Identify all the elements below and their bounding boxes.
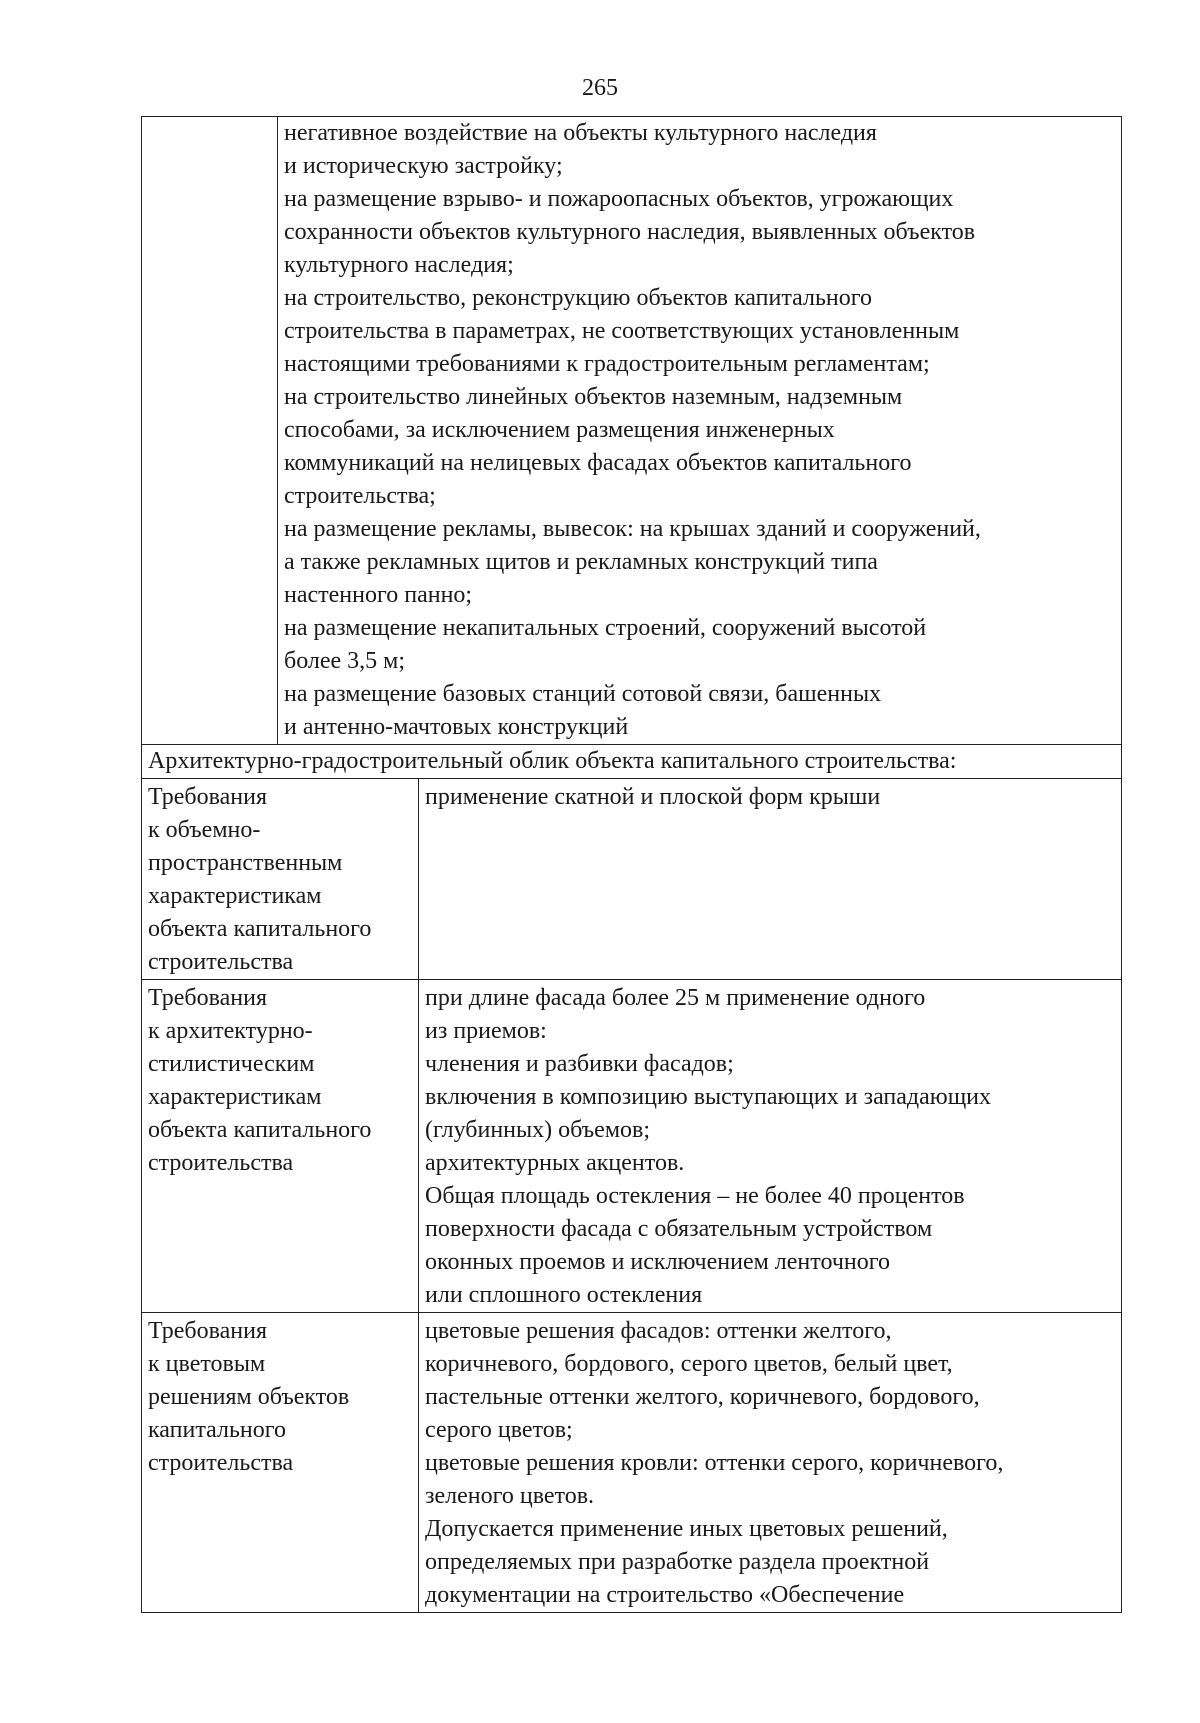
text-line: и историческую застройку;: [284, 153, 563, 179]
text-line: пространственным: [148, 850, 343, 876]
text-line: строительства: [148, 949, 294, 975]
text-line: объекта капитального: [148, 916, 372, 942]
text-line: Требования: [148, 1318, 268, 1344]
text-line: и антенно-мачтовых конструкций: [284, 714, 629, 740]
table-row: [142, 779, 1122, 980]
text-line: на размещение базовых станций сотовой связи, башенных: [284, 681, 882, 707]
section-header: Архитектурно-градостроительный облик объекта капитального строительства:: [142, 745, 1122, 779]
text-line: Общая площадь остекления – не более 40 процентов: [425, 1183, 965, 1209]
text-line: оконных проемов и исключением ленточного: [425, 1249, 890, 1275]
text-line: более 3,5 м;: [284, 648, 406, 674]
regulations-table: [141, 116, 1122, 1613]
text-line: строительства;: [284, 483, 436, 509]
text-line: настоящими требованиями к градостроительным регламентам;: [284, 351, 930, 377]
text-line: цветовые решения кровли: оттенки серого, коричневого,: [425, 1450, 1004, 1476]
text-line: включения в композицию выступающих и западающих: [425, 1084, 992, 1110]
requirement-value-cell: [419, 1313, 1122, 1613]
text-line: к архитектурно-: [148, 1018, 313, 1044]
text-line: строительства: [148, 1150, 294, 1176]
text-line: коричневого, бордового, серого цветов, белый цвет,: [425, 1351, 953, 1377]
text-line: поверхности фасада с обязательным устройством: [425, 1216, 933, 1242]
text-line: к объемно-: [148, 817, 261, 843]
text-line: из приемов:: [425, 1018, 547, 1044]
text-line: строительства: [148, 1450, 294, 1476]
text-line: сохранности объектов культурного наследия, выявленных объектов: [284, 219, 976, 245]
text-line: стилистическим: [148, 1051, 315, 1077]
text-line: способами, за исключением размещения инженерных: [284, 417, 835, 443]
text-line: строительства в параметрах, не соответствующих установленным: [284, 318, 960, 344]
text-line: определяемых при разработке раздела проектной: [425, 1549, 930, 1575]
text-line: документации на строительство «Обеспечение: [425, 1582, 905, 1608]
text-line: на строительство линейных объектов наземным, надземным: [284, 384, 903, 410]
text-line: зеленого цветов.: [425, 1483, 595, 1509]
text-line: к цветовым: [148, 1351, 266, 1377]
text-line: серого цветов;: [425, 1417, 573, 1443]
page-number: 265: [582, 75, 618, 101]
text-line: на строительство, реконструкцию объектов капитального: [284, 285, 872, 311]
text-line: пастельные оттенки желтого, коричневого, бордового,: [425, 1384, 980, 1410]
requirement-label-cell: [142, 1313, 419, 1613]
requirement-value-cell: [419, 980, 1122, 1313]
requirement-value-cell: [419, 779, 1122, 980]
text-line: решениям объектов: [148, 1384, 350, 1410]
text-line: характеристикам: [148, 1084, 322, 1110]
restrictions-left-cell: [142, 117, 278, 745]
text-line: капитального: [148, 1417, 286, 1443]
table-row: [142, 980, 1122, 1313]
text-line: цветовые решения фасадов: оттенки желтого,: [425, 1318, 892, 1344]
text-line: членения и разбивки фасадов;: [425, 1051, 734, 1077]
text-line: (глубинных) объемов;: [425, 1117, 650, 1143]
text-line: на размещение взрыво- и пожароопасных объектов, угрожающих: [284, 186, 954, 212]
text-line: настенного панно;: [284, 582, 473, 608]
text-line: Требования: [148, 784, 268, 810]
text-line: на размещение рекламы, вывесок: на крышах зданий и сооружений,: [284, 516, 981, 542]
section-header-row: [142, 745, 1122, 779]
text-line: архитектурных акцентов.: [425, 1150, 685, 1176]
text-line: негативное воздействие на объекты культурного наследия: [284, 120, 877, 146]
restrictions-row: [142, 117, 1122, 745]
text-line: применение скатной и плоской форм крыши: [425, 784, 881, 810]
text-line: Требования: [148, 985, 268, 1011]
restrictions-cell: [278, 117, 1122, 745]
text-line: коммуникаций на нелицевых фасадах объектов капитального: [284, 450, 912, 476]
table-row: [142, 1313, 1122, 1613]
requirement-label-cell: [142, 980, 419, 1313]
text-line: объекта капитального: [148, 1117, 372, 1143]
text-line: при длине фасада более 25 м применение одного: [425, 985, 926, 1011]
requirement-label-cell: [142, 779, 419, 980]
text-line: Допускается применение иных цветовых решений,: [425, 1516, 948, 1542]
text-line: или сплошного остекления: [425, 1282, 703, 1308]
text-line: на размещение некапитальных строений, сооружений высотой: [284, 615, 927, 641]
text-line: культурного наследия;: [284, 252, 514, 278]
text-line: характеристикам: [148, 883, 322, 909]
text-line: а также рекламных щитов и рекламных конструкций типа: [284, 549, 878, 575]
